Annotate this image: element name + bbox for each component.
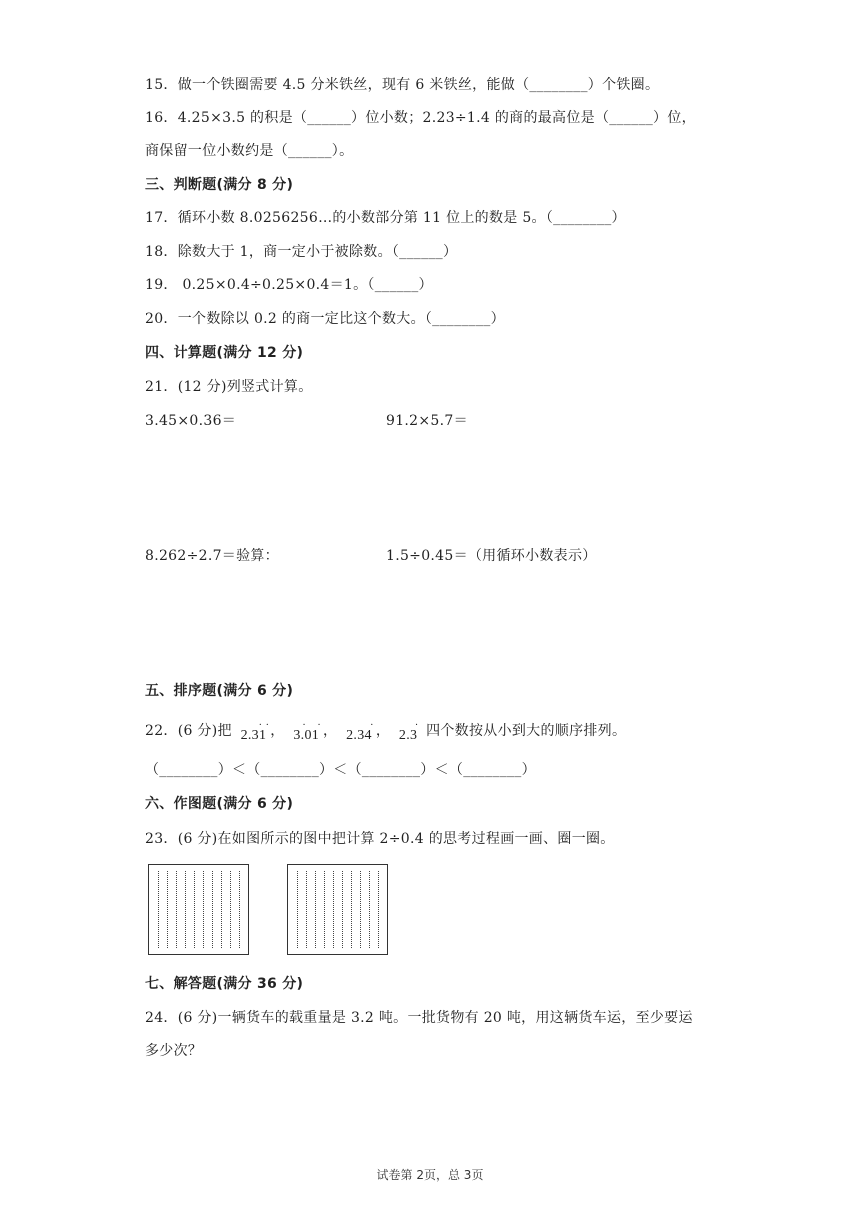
- question-16-line1: 16．4.25×3.5 的积是（______）位小数；2.23÷1.4 的商的最高位是（______）位，: [145, 110, 696, 126]
- section-6-heading: 六、作图题(满分 6 分): [145, 796, 294, 812]
- calc-item-1: 3.45×0.36＝: [145, 413, 237, 429]
- question-22-prefix: 22．(6 分)把: [145, 723, 232, 739]
- calc-item-2: 91.2×5.7＝: [386, 413, 468, 429]
- calc-item-4: 1.5÷0.45＝（用循环小数表示）: [386, 548, 597, 564]
- question-22-suffix: 四个数按从小到大的顺序排列。: [426, 723, 627, 739]
- repeating-decimal-1: · · 2.31: [240, 720, 270, 743]
- question-19: 19． 0.25×0.4÷0.25×0.4＝1。（______）: [145, 277, 433, 293]
- section-5-heading: 五、排序题(满分 6 分): [145, 683, 294, 699]
- question-23: 23．(6 分)在如图所示的图中把计算 2÷0.4 的思考过程画一画、圈一圈。: [145, 831, 615, 847]
- repeating-decimal-2: · · 3.01: [293, 720, 321, 743]
- question-18: 18．除数大于 1，商一定小于被除数。（______）: [145, 244, 458, 260]
- section-4-heading: 四、计算题(满分 12 分): [145, 345, 304, 361]
- repeating-decimal-3: · 2.34: [346, 720, 374, 743]
- question-15: 15．做一个铁圈需要 4.5 分米铁丝，现有 6 米铁丝，能做（________）个铁圈。: [145, 77, 660, 93]
- repeating-decimal-4: · 2.3: [398, 720, 419, 743]
- question-16-line2: 商保留一位小数约是（______）。: [145, 143, 354, 159]
- question-22: 22．(6 分)把 · · 2.31 ， · · 3.01 ， · 2.34 ， · 2.3 四个数按从小到大的顺序排列。: [145, 721, 626, 742]
- question-20: 20．一个数除以 0.2 的商一定比这个数大。（________）: [145, 311, 505, 327]
- page-footer: 试卷第 2页，总 3页: [376, 1168, 484, 1182]
- question-21: 21．(12 分)列竖式计算。: [145, 379, 313, 395]
- calc-item-3: 8.262÷2.7＝验算：: [145, 548, 279, 564]
- division-grid-right: [287, 864, 388, 955]
- question-24-line1: 24．(6 分)一辆货车的载重量是 3.2 吨。一批货物有 20 吨，用这辆货车运，至少要运: [145, 1010, 693, 1026]
- division-grid-left: [148, 864, 249, 955]
- section-3-heading: 三、判断题(满分 8 分): [145, 177, 294, 193]
- question-24-line2: 多少次？: [145, 1043, 203, 1059]
- question-17: 17．循环小数 8.0256256…的小数部分第 11 位上的数是 5。（________）: [145, 210, 626, 226]
- ordering-blanks: （________）＜（________）＜（________）＜（________）: [145, 762, 536, 778]
- section-7-heading: 七、解答题(满分 36 分): [145, 976, 304, 992]
